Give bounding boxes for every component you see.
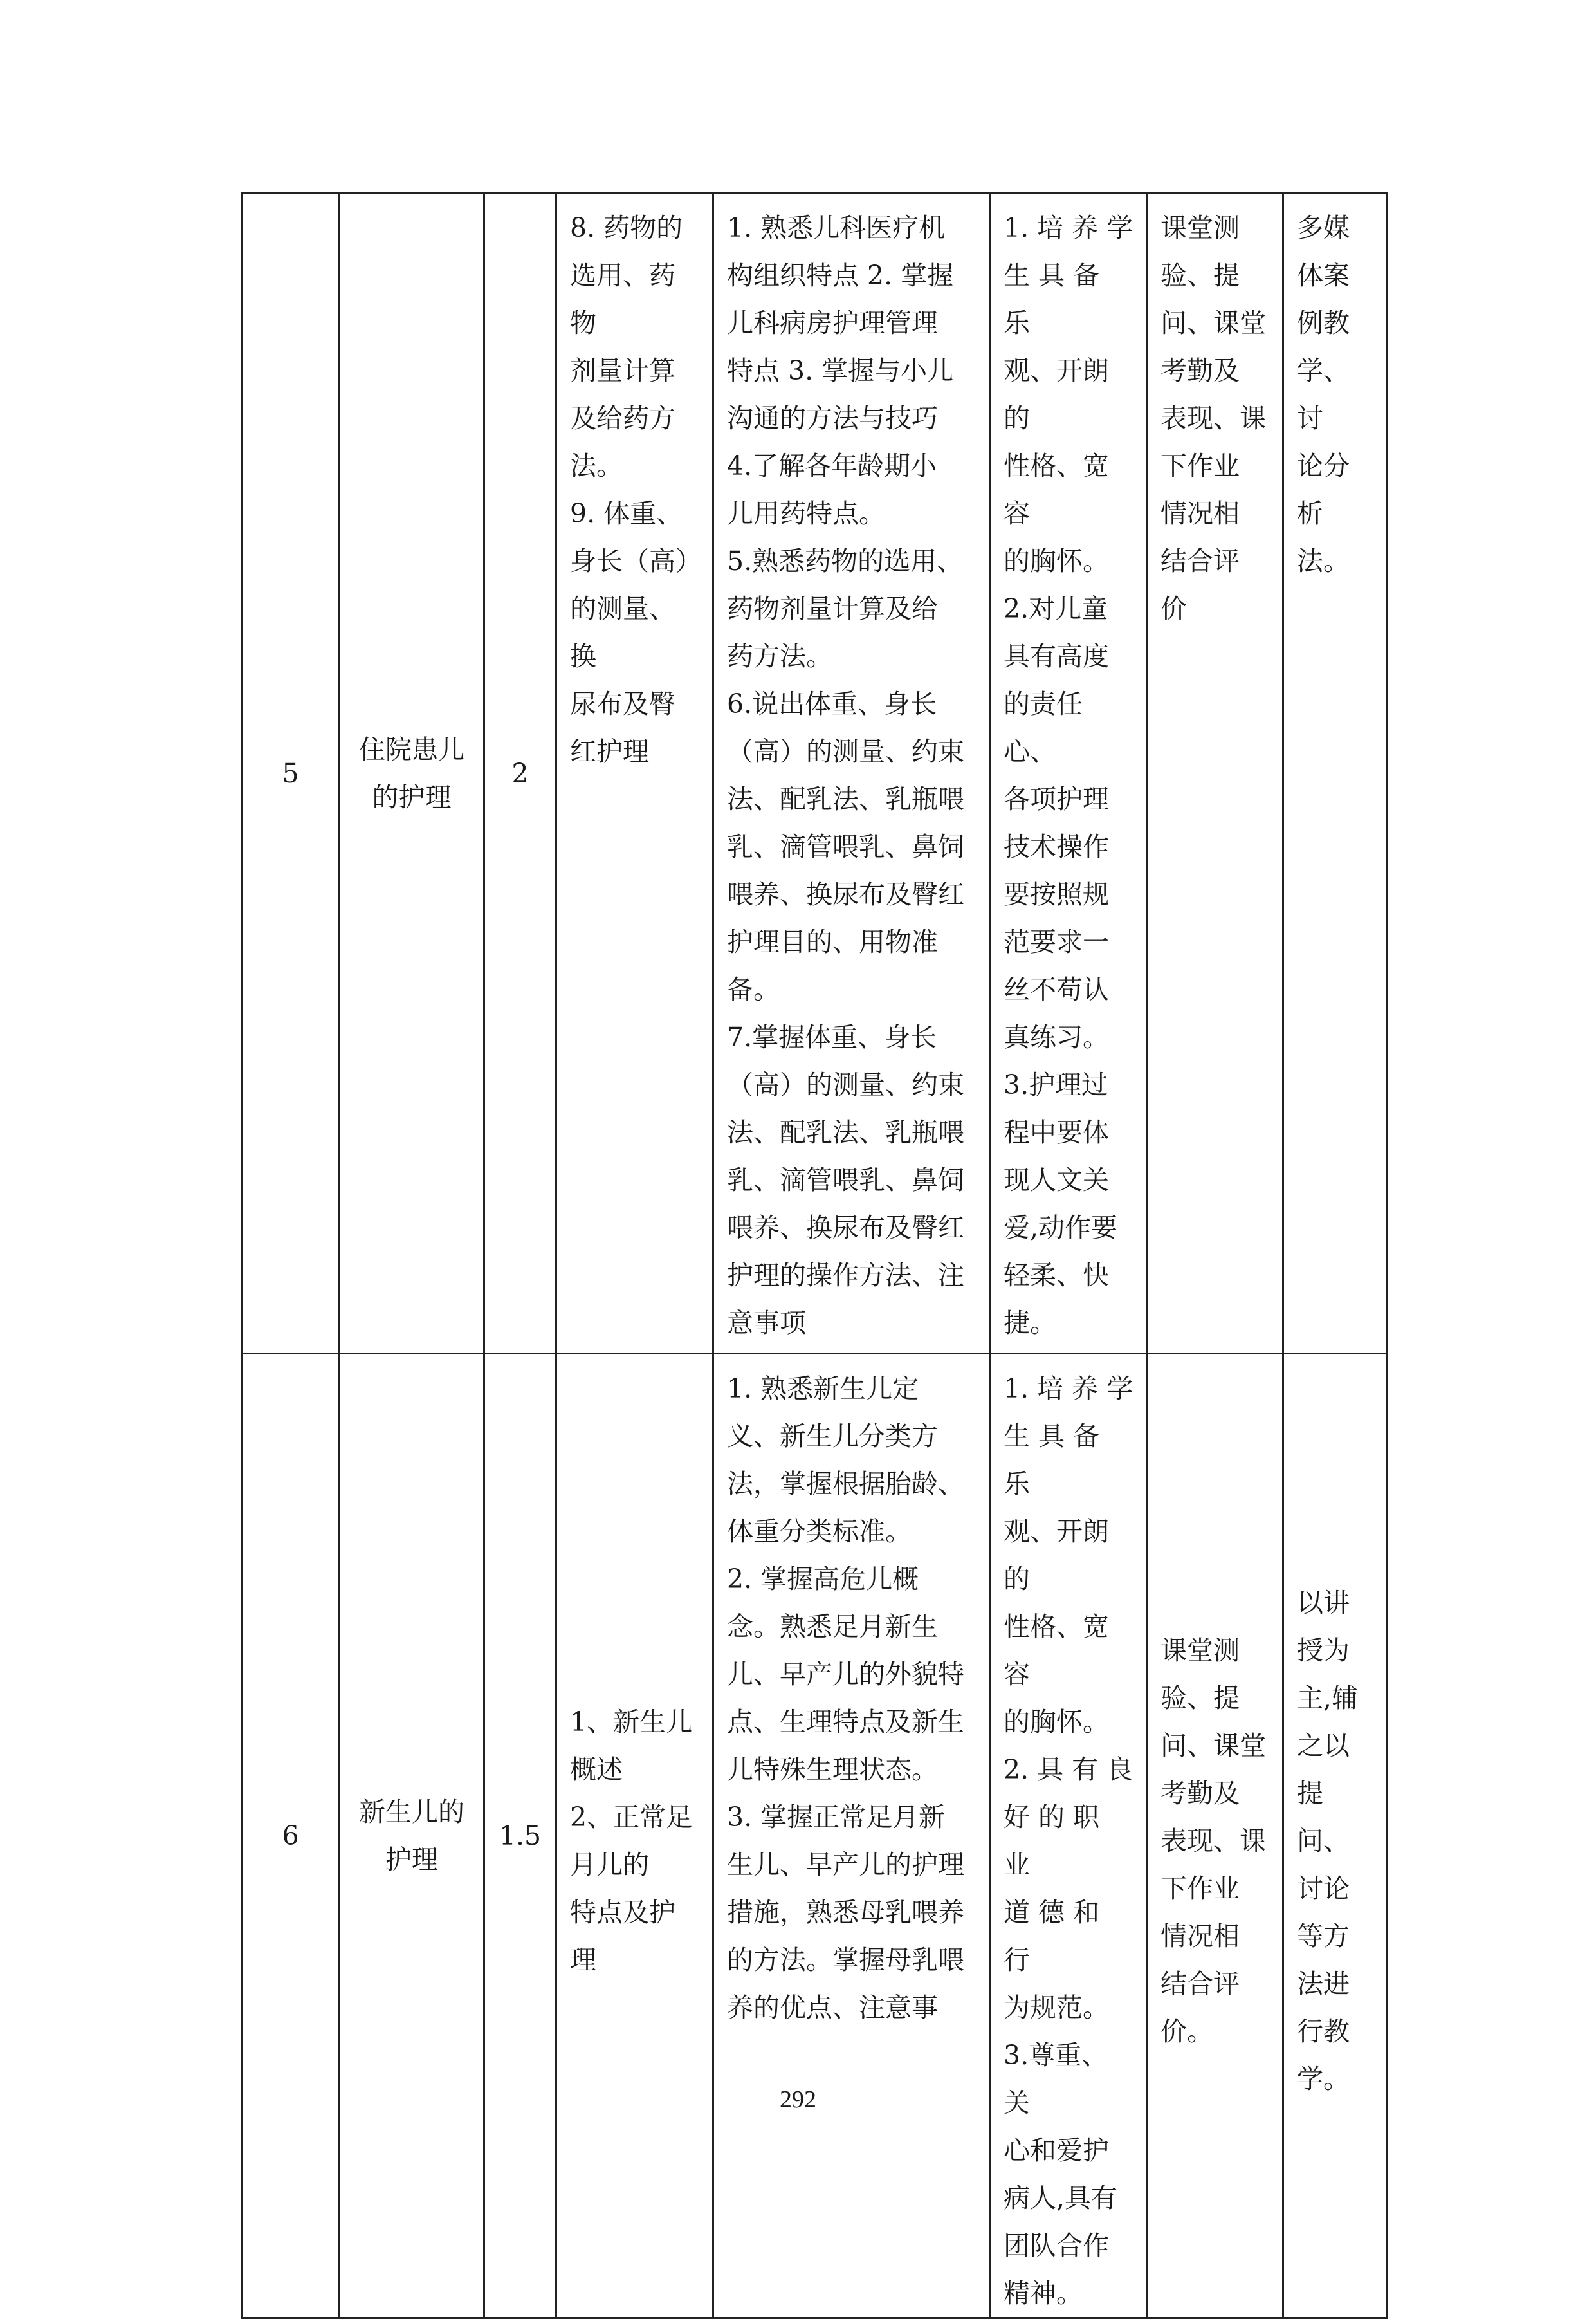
quality-line: 精神。 (1004, 2278, 1083, 2309)
quality-line: 各项护理 (1004, 784, 1109, 815)
method-line: 例教 (1297, 308, 1350, 338)
quality-line: 2. 具 有 良 (1004, 1754, 1133, 1785)
objective-line: 喂养、换尿布及臀红 (727, 1212, 964, 1243)
quality-line: 爱,动作要 (1004, 1212, 1118, 1243)
content-line: 2、正常足 (570, 1802, 693, 1833)
quality-line: 性格、宽容 (1004, 1611, 1109, 1690)
quality-line: 生 具 备 乐 (1004, 260, 1108, 338)
assessment-line: 表现、课 (1160, 1825, 1266, 1856)
method-line: 行教 (1297, 2016, 1350, 2047)
quality-line: 丝不苟认 (1004, 974, 1109, 1005)
row-number: 6 (282, 1820, 299, 1851)
hours-cell (484, 193, 556, 1354)
hours: 2 (511, 757, 529, 789)
assessment-line: 验、提 (1160, 1683, 1240, 1714)
objective-line: 4.了解各年龄期小 (727, 450, 937, 481)
objective-line: 药方法。 (727, 641, 832, 672)
objective-line: 儿、早产儿的外貌特 (727, 1659, 964, 1690)
quality-line: 观、开朗的 (1004, 355, 1109, 434)
objective-line: 义、新生儿分类方 (727, 1421, 938, 1452)
objective-line: 护理目的、用物准 (727, 927, 938, 957)
quality-line: 现人文关 (1004, 1165, 1109, 1196)
content-line: 剂量计算 (570, 355, 675, 386)
objective-line: 乳、滴管喂乳、鼻饲 (727, 1165, 964, 1196)
content-line: 法。 (570, 450, 623, 481)
assessment-line: 价。 (1160, 2016, 1213, 2047)
method-line: 以讲 (1297, 1587, 1350, 1618)
quality-line: 轻柔、快 (1004, 1260, 1109, 1291)
objective-line: 儿科病房护理管理 (727, 308, 938, 338)
objective-line: 养的优点、注意事 (727, 1992, 938, 2023)
assessment-line: 情况相 (1160, 498, 1240, 529)
quality-line: 的责任心、 (1004, 688, 1083, 767)
method-line: 多媒 (1297, 212, 1350, 243)
page-number: 292 (780, 2086, 816, 2113)
objective-line: 法，掌握根据胎龄、 (727, 1468, 964, 1499)
content-line: 月儿的 (570, 1849, 649, 1880)
quality-line: 2.对儿童 (1004, 593, 1108, 624)
quality-line: 的胸怀。 (1004, 1706, 1109, 1737)
objectives-cell (713, 1354, 990, 2318)
assessment-line: 情况相 (1160, 1921, 1240, 1952)
assessment-line: 验、提 (1160, 260, 1240, 291)
objective-line: 1. 熟悉新生儿定 (727, 1373, 919, 1404)
method-line: 讨论 (1297, 1873, 1350, 1904)
method-line: 学。 (1297, 2064, 1350, 2094)
content-line: 及给药方 (570, 403, 675, 434)
content-cell (556, 193, 713, 1354)
objective-line: 备。 (727, 974, 780, 1005)
quality-line: 具有高度 (1004, 641, 1109, 672)
method-cell (1283, 193, 1387, 1354)
quality-line: 捷。 (1004, 1307, 1056, 1338)
assessment-cell (1147, 193, 1283, 1354)
assessment-line: 下作业 (1160, 1873, 1240, 1904)
content-line: 9. 体重、 (570, 498, 683, 529)
quality-line: 1. 培 养 学 (1004, 212, 1133, 243)
quality-cell (990, 1354, 1147, 2318)
assessment-line: 考勤及 (1160, 1778, 1240, 1809)
assessment-line: 表现、课 (1160, 403, 1266, 434)
quality-line: 生 具 备 乐 (1004, 1421, 1108, 1499)
content-line: 概述 (570, 1754, 623, 1785)
quality-line: 3.尊重、关 (1004, 2040, 1108, 2118)
method-line: 论分 (1297, 450, 1350, 481)
content-line: 选用、药物 (570, 260, 675, 338)
topic-cell (340, 1354, 484, 2318)
content-line: 1、新生儿 (570, 1706, 693, 1737)
content-line: 理 (570, 1945, 596, 1975)
objective-line: 点、生理特点及新生 (727, 1706, 964, 1737)
objective-line: 体重分类标准。 (727, 1516, 912, 1547)
topic-line: 新生儿的 (359, 1797, 464, 1827)
quality-line: 观、开朗的 (1004, 1516, 1109, 1594)
quality-line: 为规范。 (1004, 1992, 1109, 2023)
objective-line: 法、配乳法、乳瓶喂 (727, 1117, 964, 1148)
objective-line: 6.说出体重、身长 (727, 688, 937, 719)
method-line: 之以 (1297, 1730, 1350, 1761)
objective-line: 儿用药特点。 (727, 498, 885, 529)
quality-line: 技术操作 (1004, 831, 1109, 862)
method-line: 提问、 (1297, 1778, 1350, 1856)
objective-line: 法、配乳法、乳瓶喂 (727, 784, 964, 815)
quality-line: 性格、宽容 (1004, 450, 1109, 529)
topic-cell (340, 193, 484, 1354)
table-row (242, 193, 1387, 1354)
assessment-line: 课堂测 (1160, 1635, 1240, 1666)
content-line: 身长（高） (570, 546, 702, 577)
objectives-cell (713, 193, 990, 1354)
assessment-line: 问、课堂 (1160, 1730, 1266, 1761)
assessment-line: 问、课堂 (1160, 308, 1266, 338)
objective-line: 喂养、换尿布及臀红 (727, 879, 964, 910)
objective-line: （高）的测量、约束 (727, 1069, 964, 1100)
objective-line: 药物剂量计算及给 (727, 593, 938, 624)
method-cell (1283, 1354, 1387, 2318)
objective-line: 7.掌握体重、身长 (727, 1022, 937, 1053)
objective-line: 特点 3. 掌握与小儿 (727, 355, 954, 386)
objective-line: （高）的测量、约束 (727, 736, 964, 767)
objective-line: 护理的操作方法、注 (727, 1260, 964, 1291)
objective-line: 构组织特点 2. 掌握 (727, 260, 954, 291)
quality-line: 病人,具有 (1004, 2183, 1118, 2213)
quality-line: 程中要体 (1004, 1117, 1109, 1148)
method-line: 学、讨 (1297, 355, 1350, 434)
method-line: 析法。 (1297, 498, 1350, 577)
assessment-line: 结合评 (1160, 546, 1240, 577)
assessment-line: 课堂测 (1160, 212, 1240, 243)
method-line: 授为 (1297, 1635, 1350, 1666)
method-line: 体案 (1297, 260, 1350, 291)
objective-line: 生儿、早产儿的护理 (727, 1849, 964, 1880)
content-cell (556, 1354, 713, 2318)
method-line: 等方 (1297, 1921, 1350, 1952)
topic-line: 住院患儿 (359, 734, 464, 765)
content-line: 尿布及臀 (570, 688, 675, 719)
objective-line: 1. 熟悉儿科医疗机 (727, 212, 946, 243)
hours-cell (484, 1354, 556, 2318)
quality-line: 真练习。 (1004, 1022, 1109, 1053)
content-line: 红护理 (570, 736, 649, 767)
quality-line: 道 德 和 行 (1004, 1897, 1108, 1975)
syllabus-table (241, 192, 1388, 2319)
content-line: 8. 药物的 (570, 212, 683, 243)
objective-line: 乳、滴管喂乳、鼻饲 (727, 831, 964, 862)
assessment-line: 价 (1160, 593, 1187, 624)
row-number-cell (242, 1354, 340, 2318)
quality-line: 1. 培 养 学 (1004, 1373, 1133, 1404)
row-number-cell (242, 193, 340, 1354)
assessment-line: 下作业 (1160, 450, 1240, 481)
topic-line: 的护理 (372, 781, 452, 813)
content-line: 的测量、换 (570, 593, 675, 672)
quality-line: 范要求一 (1004, 927, 1109, 957)
objective-line: 措施，熟悉母乳喂养 (727, 1897, 964, 1928)
quality-line: 3.护理过 (1004, 1069, 1108, 1100)
hours: 1.5 (499, 1820, 542, 1851)
quality-cell (990, 193, 1147, 1354)
quality-line: 要按照规 (1004, 879, 1109, 910)
objective-line: 意事项 (727, 1307, 806, 1338)
objective-line: 的方法。掌握母乳喂 (727, 1945, 964, 1975)
objective-line: 3. 掌握正常足月新 (727, 1802, 946, 1833)
objective-line: 沟通的方法与技巧 (727, 403, 938, 434)
quality-line: 心和爱护 (1004, 2135, 1109, 2166)
objective-line: 儿特殊生理状态。 (727, 1754, 938, 1785)
quality-line: 好 的 职 业 (1004, 1802, 1108, 1880)
assessment-line: 考勤及 (1160, 355, 1240, 386)
row-number: 5 (282, 757, 299, 789)
objective-line: 2. 掌握高危儿概 (727, 1564, 919, 1594)
quality-line: 团队合作 (1004, 2230, 1109, 2261)
topic-line: 护理 (385, 1844, 438, 1875)
objective-line: 念。熟悉足月新生 (727, 1611, 938, 1642)
method-line: 法进 (1297, 1968, 1350, 1999)
assessment-cell (1147, 1354, 1283, 2318)
objective-line: 5.熟悉药物的选用、 (727, 546, 964, 577)
quality-line: 的胸怀。 (1004, 546, 1109, 577)
assessment-line: 结合评 (1160, 1968, 1240, 1999)
method-line: 主,辅 (1297, 1683, 1359, 1714)
table-row (242, 1354, 1387, 2318)
content-line: 特点及护 (570, 1897, 675, 1928)
